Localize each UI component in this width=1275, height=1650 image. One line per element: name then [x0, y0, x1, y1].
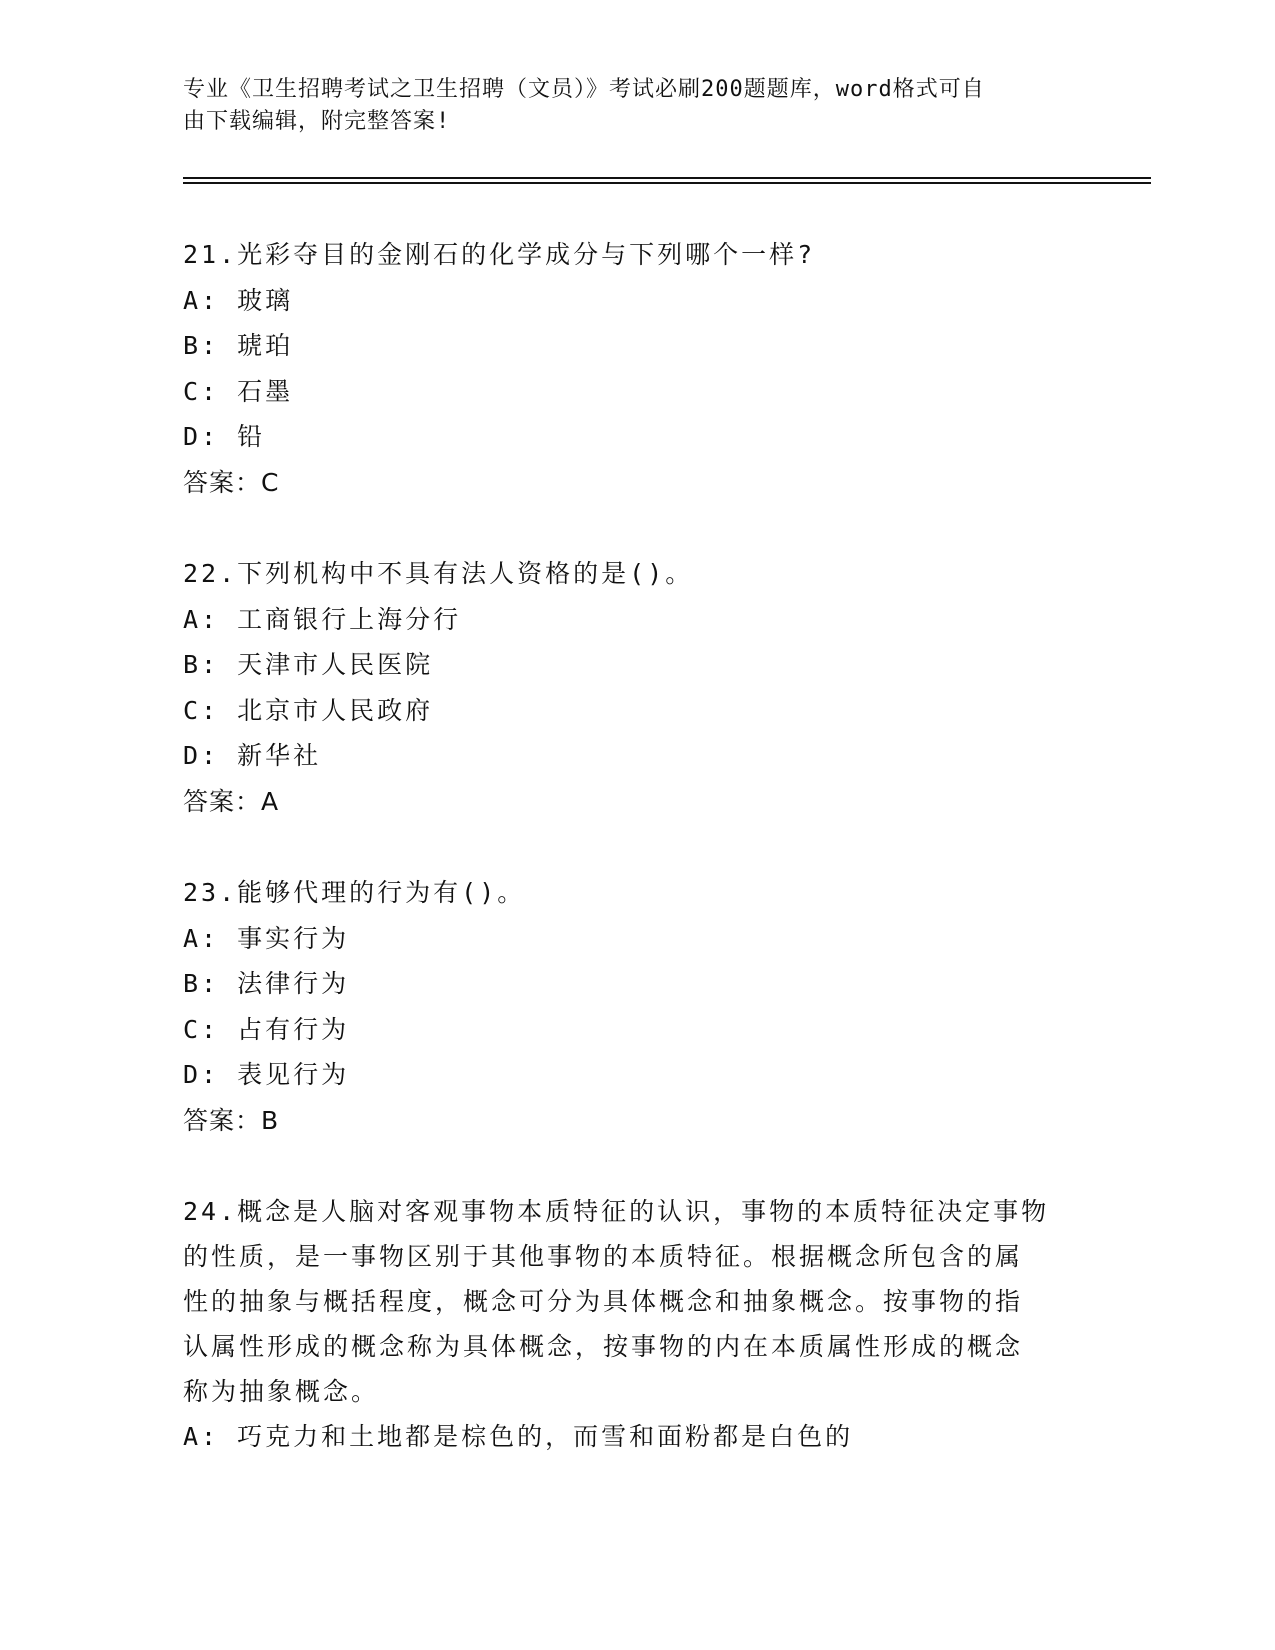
option-b: B: 琥珀: [183, 331, 294, 360]
option-c: C: 石墨: [183, 376, 294, 406]
question-21: [183, 232, 1083, 505]
question-stem-line: 的性质，是一事物区别于其他事物的本质特征。根据概念所包含的属: [183, 1242, 1024, 1271]
option-d: D: 表见行为: [183, 1060, 350, 1089]
question-stem-line: 性的抽象与概括程度，概念可分为具体概念和抽象概念。按事物的指: [183, 1287, 1024, 1316]
question-stem: 21.光彩夺目的金刚石的化学成分与下列哪个一样?: [183, 240, 816, 269]
question-24: [183, 1189, 1083, 1459]
header-line-2: 由下载编辑，附完整答案!: [183, 109, 451, 134]
answer-line: 答案：C: [183, 467, 280, 497]
option-a: A: 巧克力和土地都是棕色的，而雪和面粉都是白色的: [183, 1422, 854, 1451]
option-c: C: 北京市人民政府: [183, 695, 434, 725]
question-stem: 23.能够代理的行为有()。: [183, 878, 526, 907]
option-a: A: 事实行为: [183, 923, 350, 953]
option-b: B: 天津市人民医院: [183, 650, 434, 679]
header-rule-top: [183, 177, 1151, 179]
option-c: C: 占有行为: [183, 1014, 350, 1044]
header-rule-bottom: [183, 182, 1151, 184]
question-stem-line: 认属性形成的概念称为具体概念，按事物的内在本质属性形成的概念: [183, 1332, 1024, 1361]
document-header: [183, 74, 1063, 138]
option-d: D: 新华社: [183, 741, 322, 770]
question-23: [183, 870, 1083, 1143]
option-d: D: 铅: [183, 422, 266, 451]
answer-line: 答案：B: [183, 1105, 280, 1135]
option-b: B: 法律行为: [183, 969, 350, 998]
question-stem-line: 称为抽象概念。: [183, 1377, 380, 1406]
answer-line: 答案：A: [183, 786, 280, 816]
question-stem: 22.下列机构中不具有法人资格的是()。: [183, 559, 694, 588]
question-22: [183, 551, 1083, 824]
option-a: A: 玻璃: [183, 285, 294, 315]
option-a: A: 工商银行上海分行: [183, 604, 462, 634]
question-stem-line: 24.概念是人脑对客观事物本质特征的认识，事物的本质特征决定事物: [183, 1197, 1050, 1226]
header-line-1: 专业《卫生招聘考试之卫生招聘（文员）》考试必刷200题题库，word格式可自: [183, 77, 985, 102]
